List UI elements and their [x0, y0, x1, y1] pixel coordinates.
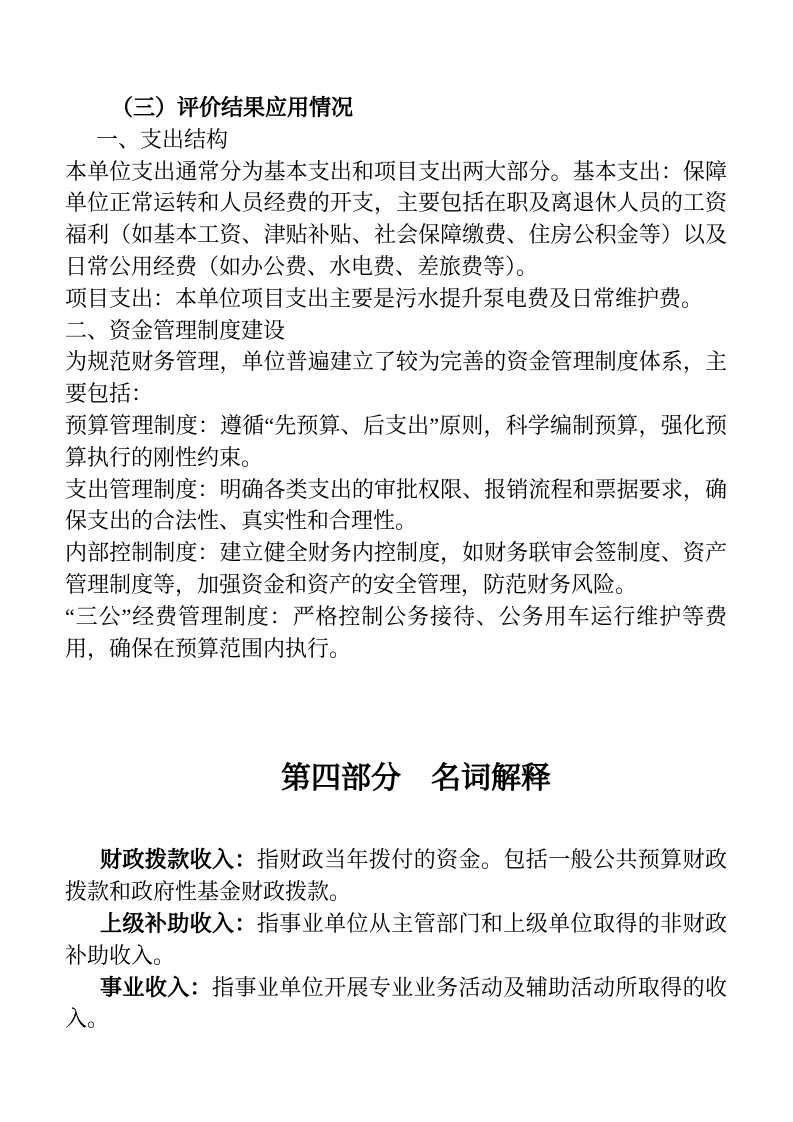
sub-heading-fund-management-system: 二、资金管理制度建设: [65, 317, 286, 343]
paragraph-expenditure-structure: 本单位支出通常分为基本支出和项目支出两大部分。基本支出：保障单位正常运转和人员经费的开支，主要包括在职及离退休人员的工资福利（如基本工资、津贴补贴、社会保障缴费、住房公积金等）以及日常公用经费（如办公费、水电费、差旅费等）。: [65, 158, 727, 279]
definition-fiscal-appropriation-income: [65, 844, 727, 908]
definition-term: 财政拨款收入：: [100, 847, 257, 873]
paragraph-budget-system: 预算管理制度：遵循“先预算、后支出”原则，科学编制预算，强化预算执行的刚性约束。: [65, 412, 727, 470]
definition-term: 事业收入：: [100, 974, 213, 1000]
part4-title: 第四部分 名词解释: [281, 762, 551, 796]
definition-term: 上级补助收入：: [100, 910, 257, 936]
sub-heading-expenditure-structure: 一、支出结构: [96, 126, 229, 152]
definition-text: 指事业单位开展专业业务活动及辅助活动所取得的收入。: [65, 974, 727, 1032]
definition-superior-subsidy-income: [65, 908, 727, 972]
document-content: [65, 92, 727, 1035]
paragraph-internal-control-system: 内部控制制度：建立健全财务内控制度，如财务联审会签制度、资产管理制度等，加强资金和资产的安全管理，防范财务风险。: [65, 540, 727, 597]
definition-text: 指事业单位从主管部门和上级单位取得的非财政补助收入。: [65, 910, 727, 968]
paragraph-system-intro: 为规范财务管理，单位普遍建立了较为完善的资金管理制度体系，主要包括：: [65, 349, 727, 407]
glossary-definitions: [65, 844, 727, 1035]
paragraph-sangong-system: “三公”经费管理制度：严格控制公务接待、公务用车运行维护等费用，确保在预算范围内执行。: [65, 603, 727, 661]
paragraph-project-expenditure: 项目支出：本单位项目支出主要是污水提升泵电费及日常维护费。: [65, 285, 704, 311]
section-heading-evaluation-results: （三）评价结果应用情况: [111, 95, 354, 120]
definition-text: 指财政当年拨付的资金。包括一般公共预算财政拨款和政府性基金财政拨款。: [65, 847, 727, 905]
definition-business-income: [65, 972, 727, 1036]
paragraph-expense-system: 支出管理制度：明确各类支出的审批权限、报销流程和票据要求，确保支出的合法性、真实性和合理性。: [65, 476, 727, 534]
